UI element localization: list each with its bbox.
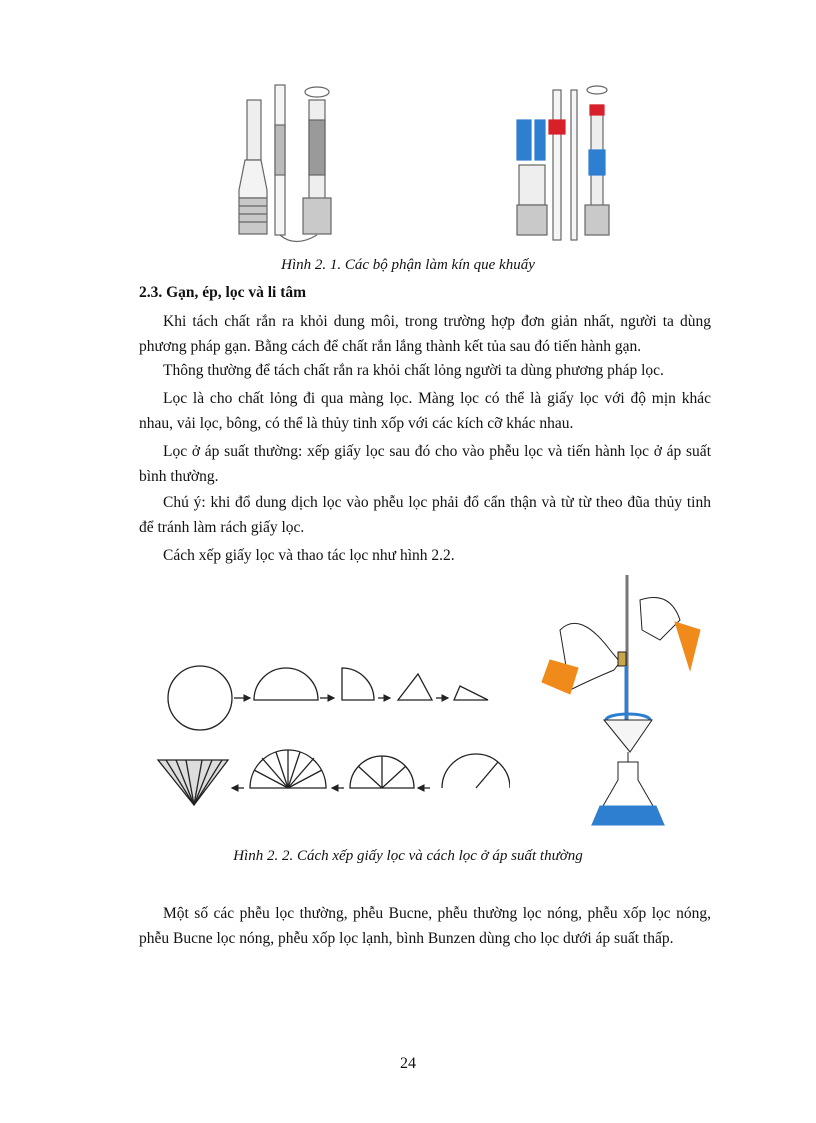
figure-1-caption: Hình 2. 1. Các bộ phận làm kín que khuấy (281, 257, 535, 273)
figure-2-caption: Hình 2. 2. Cách xếp giấy lọc và cách lọc ở áp suất thường (233, 848, 583, 864)
paragraph-filtration-intro: Thông thường để tách chất rắn ra khỏi chất lỏng người ta dùng phương pháp lọc. (163, 362, 664, 379)
figure-stirrer-seals (235, 80, 615, 250)
paragraph-filter-media: Lọc là cho chất lỏng đi qua màng lọc. Màng lọc có thể là giấy lọc với độ mịn khác nhau, vải lọc, bông, có thể là thủy tinh xốp với các kích cỡ khác nhau. (139, 390, 711, 432)
paragraph-caution: Chú ý: khi đổ dung dịch lọc vào phễu lọc phải đổ cẩn thận và từ từ theo đũa thủy tinh để tránh làm rách giấy lọc. (139, 494, 711, 536)
folding-step-circle (168, 666, 232, 730)
folding-step-sixteenth (454, 686, 488, 700)
paragraph-funnel-types: Một số các phễu lọc thường, phễu Bucne, phễu thường lọc nóng, phễu xốp lọc nóng, phễu Bucne lọc nóng, phễu xốp lọc lạnh, bình Bunzen dùng cho lọc dưới áp suất thấp. (139, 905, 711, 947)
paragraph-figure-reference: Cách xếp giấy lọc và thao tác lọc như hình 2.2. (163, 547, 455, 564)
stirrer-seal-left (239, 85, 331, 242)
page-number: 24 (400, 1055, 416, 1072)
folding-step-quarter (342, 668, 374, 700)
unfold-step-1 (442, 754, 510, 788)
funnel (604, 720, 652, 752)
figure-filter-paper-folding (150, 660, 510, 810)
folding-step-eighth (398, 674, 432, 700)
folding-step-half (254, 668, 318, 700)
figure-filtration-setup (530, 570, 710, 835)
stirrer-seal-right (517, 86, 609, 240)
section-heading: 2.3. Gạn, ép, lọc và li tâm (139, 284, 307, 301)
paragraph-normal-pressure: Lọc ở áp suất thường: xếp giấy lọc sau đó cho vào phễu lọc và tiến hành lọc ở áp suất bình thường. (139, 443, 711, 485)
paragraph-decanting: Khi tách chất rắn ra khỏi dung môi, trong trường hợp đơn giản nhất, người ta dùng phương pháp gạn. Bằng cách để chất rắn lắng thành kết tủa sau đó tiến hành gạn. (139, 313, 711, 355)
right-hand (640, 598, 680, 641)
